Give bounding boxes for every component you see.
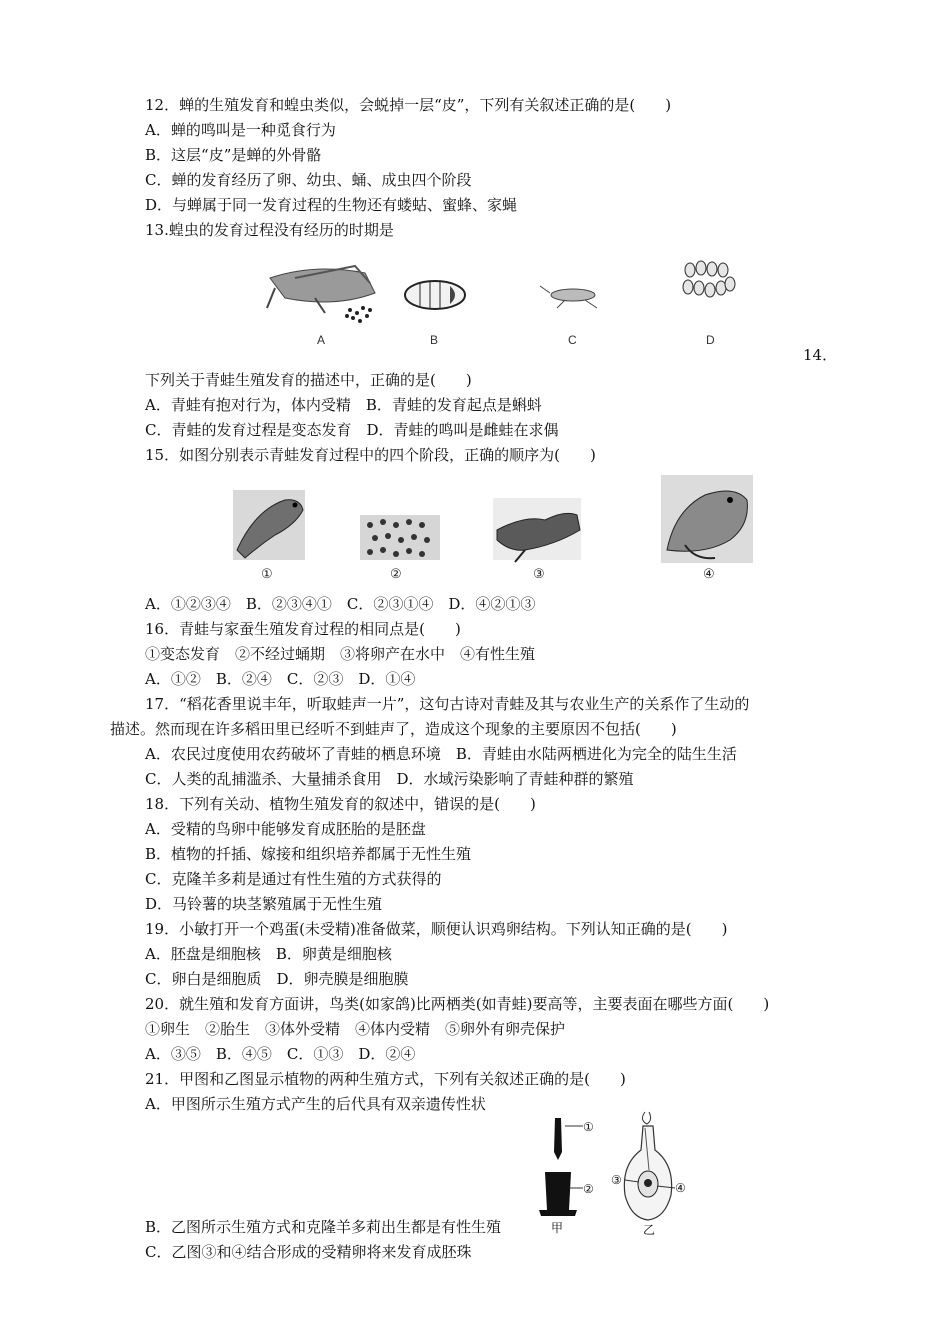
q15-label-3: ③ <box>533 567 545 582</box>
q14-options-ab: A．青蛙有抱对行为，体内受精 B．青蛙的发育起点是蝌蚪 <box>145 396 542 414</box>
q18-stem: 18．下列有关动、植物生殖发育的叙述中，错误的是( ) <box>145 795 536 813</box>
q18-option-a: A．受精的鸟卵中能够发育成胚胎的是胚盘 <box>145 820 426 838</box>
insect-stages-figure <box>255 238 655 350</box>
q16-stem: 16．青蛙与家蚕生殖发育过程的相同点是( ) <box>145 620 461 638</box>
q17-stem-line1: 17．“稻花香里说丰年，听取蛙声一片”，这句古诗对青蛙及其与农业生产的关系作了生动的 <box>145 695 750 713</box>
fig-marker-3: ③ <box>611 1173 622 1187</box>
young-frog-image <box>233 490 305 560</box>
q21-option-b: B．乙图所示生殖方式和克隆羊多莉出生都是有性生殖 <box>145 1218 502 1236</box>
q13-stem: 13.蝗虫的发育过程没有经历的时期是 <box>145 221 394 239</box>
q20-options: A．③⑤ B．④⑤ C．①③ D．②④ <box>145 1045 416 1063</box>
pupa-image <box>405 281 465 309</box>
q21-stem: 21．甲图和乙图显示植物的两种生殖方式，下列有关叙述正确的是( ) <box>145 1070 626 1088</box>
q18-option-c: C．克隆羊多莉是通过有性生殖的方式获得的 <box>145 870 442 888</box>
q20-stem: 20．就生殖和发育方面讲，鸟类(如家鸽)比两栖类(如青蛙)要高等，主要表面在哪些方面( ) <box>145 995 770 1013</box>
q14-options-cd: C．青蛙的发育过程是变态发育 D．青蛙的鸣叫是雌蛙在求偶 <box>145 421 559 439</box>
fig-label-yi: 乙 <box>643 1223 656 1235</box>
fig-label-jia: 甲 <box>551 1221 564 1235</box>
fig-marker-2: ② <box>583 1182 594 1196</box>
q18-option-d: D．马铃薯的块茎繁殖属于无性生殖 <box>145 895 383 913</box>
q14-number: 14． <box>803 346 838 364</box>
frog-stages-figure <box>225 470 760 585</box>
fig-marker-4: ④ <box>675 1181 686 1195</box>
q13-label-c: C <box>568 333 577 347</box>
fig-marker-1: ① <box>583 1120 594 1134</box>
q15-options: A．①②③④ B．②③④① C．②③①④ D．④②①③ <box>145 595 536 613</box>
q12-option-c: C．蝉的发育经历了卵、幼虫、蛹、成虫四个阶段 <box>145 171 472 189</box>
q12-stem: 12．蝉的生殖发育和蝗虫类似，会蜕掉一层“皮”，下列有关叙述正确的是( ) <box>145 96 672 114</box>
plant-reproduction-figure <box>535 1110 705 1235</box>
adult-frog-image <box>661 475 753 563</box>
q17-stem-line2: 描述。然而现在许多稻田里已经听不到蛙声了，造成这个现象的主要原因不包括( ) <box>110 720 677 738</box>
q16-items: ①变态发育 ②不经过蛹期 ③将卵产在水中 ④有性生殖 <box>145 645 536 663</box>
nymph-image <box>540 286 597 308</box>
adult-grasshopper-image <box>267 266 375 323</box>
q13-label-a: A <box>317 333 326 347</box>
q13-label-d: D <box>706 333 715 347</box>
grafting-diagram <box>539 1118 594 1235</box>
pistil-diagram <box>611 1112 686 1235</box>
q19-stem: 19．小敏打开一个鸡蛋(未受精)准备做菜，顺便认识鸡卵结构。下列认知正确的是( ) <box>145 920 728 938</box>
q21-option-a: A．甲图所示生殖方式产生的后代具有双亲遗传性状 <box>145 1095 486 1113</box>
q19-options-ab: A．胚盘是细胞核 B．卵黄是细胞核 <box>145 945 392 963</box>
q12-option-a: A．蝉的鸣叫是一种觅食行为 <box>145 121 336 139</box>
q14-stem: 下列关于青蛙生殖发育的描述中，正确的是( ) <box>145 371 472 389</box>
q18-option-b: B．植物的扦插、嫁接和组织培养都属于无性生殖 <box>145 845 472 863</box>
frog-eggs-image <box>360 515 440 560</box>
q19-options-cd: C．卵白是细胞质 D．卵壳膜是细胞膜 <box>145 970 409 988</box>
q16-options: A．①② B．②④ C．②③ D．①④ <box>145 670 416 688</box>
q15-label-4: ④ <box>703 567 715 582</box>
eggs-d-image <box>680 260 740 350</box>
q20-items: ①卵生 ②胎生 ③体外受精 ④体内受精 ⑤卵外有卵壳保护 <box>145 1020 566 1038</box>
tadpole-image <box>493 498 581 562</box>
q13-label-b: B <box>430 333 439 347</box>
q15-stem: 15．如图分别表示青蛙发育过程中的四个阶段，正确的顺序为( ) <box>145 446 596 464</box>
q15-label-2: ② <box>390 567 402 582</box>
q12-option-d: D．与蝉属于同一发育过程的生物还有蝼蛄、蜜蜂、家蝇 <box>145 196 518 214</box>
q15-label-1: ① <box>261 567 273 582</box>
q17-options-cd: C．人类的乱捕滥杀、大量捕杀食用 D．水域污染影响了青蛙种群的繁殖 <box>145 770 634 788</box>
q17-options-ab: A．农民过度使用农药破坏了青蛙的栖息环境 B．青蛙由水陆两栖进化为完全的陆生生活 <box>145 745 737 763</box>
q21-option-c: C．乙图③和④结合形成的受精卵将来发育成胚珠 <box>145 1243 472 1261</box>
q12-option-b: B．这层“皮”是蝉的外骨骼 <box>145 146 322 164</box>
